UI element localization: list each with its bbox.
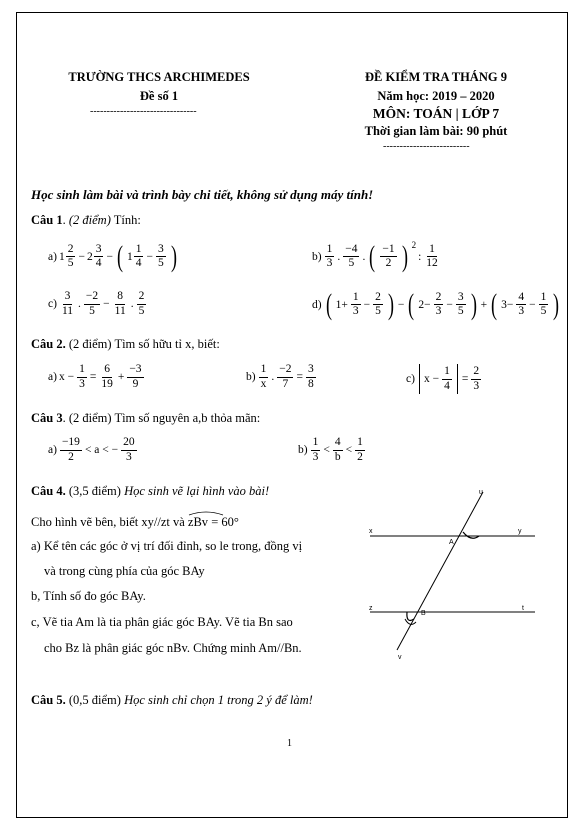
q3b-expression: b) 1 3 < 4 b < 1 2 [298, 436, 363, 463]
label-B: B [421, 610, 426, 617]
label-v: v [398, 654, 402, 661]
q5-heading [31, 693, 313, 708]
q1c-label: c) [48, 298, 57, 310]
q1a-expression: a) 1 2 5 − 2 3 4 − ( 1 1 4 − $\frac{3}{5}$ ) [48, 240, 177, 273]
time-limit: Thời gian làm bài: 90 phút [364, 124, 508, 138]
angle-mark-B [407, 612, 414, 620]
q4-given [31, 512, 239, 530]
school-name: TRƯỜNG THCS ARCHIMEDES [68, 70, 250, 84]
q1b-expression: b) 1 3 . −4 5 . ( −1 2 ) 2 : 1 12 [312, 239, 438, 273]
label-z: z [369, 605, 373, 612]
q4-heading [31, 484, 269, 499]
label-u: u [479, 489, 483, 496]
q2-heading [31, 337, 220, 352]
q2-label: Câu 2. [31, 337, 66, 351]
angle-hat-icon [188, 510, 224, 516]
label-x: x [369, 528, 373, 535]
q4a-line1: a) Kể tên các góc ở vị trí đối đỉnh, so le trong, đồng vị [31, 539, 303, 553]
label-y: y [518, 528, 522, 535]
q5-points: (0,5 điểm) [68, 693, 121, 707]
q1-points: (2 điểm) [68, 213, 111, 227]
q2a-expression: a) x − $\frac{1}{3}$ = $\frac{6}{19}$ + $\frac{-3}{9}$ [48, 363, 142, 390]
angle-mark-B2 [405, 619, 416, 624]
q4-given-value: = 60° [211, 515, 239, 529]
q5-label: Câu 5. [31, 693, 66, 707]
q4-note: Học sinh vẽ lại hình vào bài! [124, 484, 270, 498]
q3-heading [31, 411, 260, 426]
q3-task: . (2 điểm) Tìm số nguyên a,b thỏa mãn: [62, 411, 261, 425]
angle-mark-A [463, 532, 479, 538]
q4a-line2: và trong cùng phía của góc BAy [44, 564, 205, 578]
q2b-label: b) [246, 371, 256, 383]
school-year: Năm học: 2019 – 2020 [377, 89, 495, 103]
transversal-uv [397, 492, 483, 650]
q4c-line1: c, Vẽ tia Am là tia phân giác góc BAy. Vẽ tia Bn sao [31, 615, 293, 629]
label-t: t [522, 605, 524, 612]
q2c-label: c) [406, 373, 415, 385]
q1d-expression: d) ( 1+ 1 3 − 2 5 ) − ( 2− 2 3 − 3 5 ) + ( 3− 4 3 − 1 5 ) [312, 288, 560, 321]
q4-points: (3,5 điểm) [68, 484, 121, 498]
q4-given-angle: zBv [188, 512, 208, 530]
q5-note: Học sinh chỉ chọn 1 trong 2 ý để làm! [124, 693, 313, 707]
parallel-lines-figure [355, 482, 545, 662]
q2c-expression: c) x − $\frac{1}{4}$ = $\frac{2}{3}$ [406, 364, 482, 394]
q4-given-text: Cho hình vẽ bên, biết xy//zt và [31, 515, 185, 529]
q2b-expression: b) 1 x . $\frac{-2}{7}$ = $\frac{3}{8}$ [246, 363, 314, 390]
q3-label: Câu 3 [31, 411, 63, 425]
q1a-label: a) [48, 250, 57, 263]
subject-line: MÔN: TOÁN | LỚP 7 [372, 106, 500, 121]
exam-divider: -------------------------- [383, 141, 470, 152]
q4-label: Câu 4. [31, 484, 66, 498]
q3a-label: a) [48, 444, 57, 456]
q1c-expression: c) 3 11 . −2 5 − $\frac{8}{11}$ . 2 5 [48, 290, 145, 317]
q1b-label: b) [312, 250, 322, 263]
page-number: 1 [287, 738, 292, 749]
q1-heading: Câu 1. (2 điểm) Tính: [31, 213, 141, 227]
q4b: b, Tính số đo góc BAy. [31, 589, 146, 603]
q1-label: Câu 1 [31, 213, 63, 227]
q1-task: Tính: [113, 213, 141, 227]
q3a-expression: a) −19 2 < a < − $\frac{20}{3}$ [48, 436, 135, 463]
q2-task: (2 điểm) Tìm số hữu tỉ x, biết: [68, 337, 220, 351]
q2a-label: a) [48, 371, 57, 383]
exam-title: ĐỀ KIỂM TRA THÁNG 9 [365, 70, 507, 84]
q4c-line2: cho Bz là phân giác góc nBv. Chứng minh Am//Bn. [44, 641, 302, 655]
instruction: Học sinh làm bài và trình bày chi tiết, không sử dụng máy tính! [31, 187, 374, 202]
label-A: A [449, 539, 454, 546]
school-divider: -------------------------------- [90, 106, 197, 117]
q1d-label: d) [312, 298, 322, 311]
q3b-label: b) [298, 444, 308, 456]
exam-code: Đề số 1 [139, 89, 179, 103]
